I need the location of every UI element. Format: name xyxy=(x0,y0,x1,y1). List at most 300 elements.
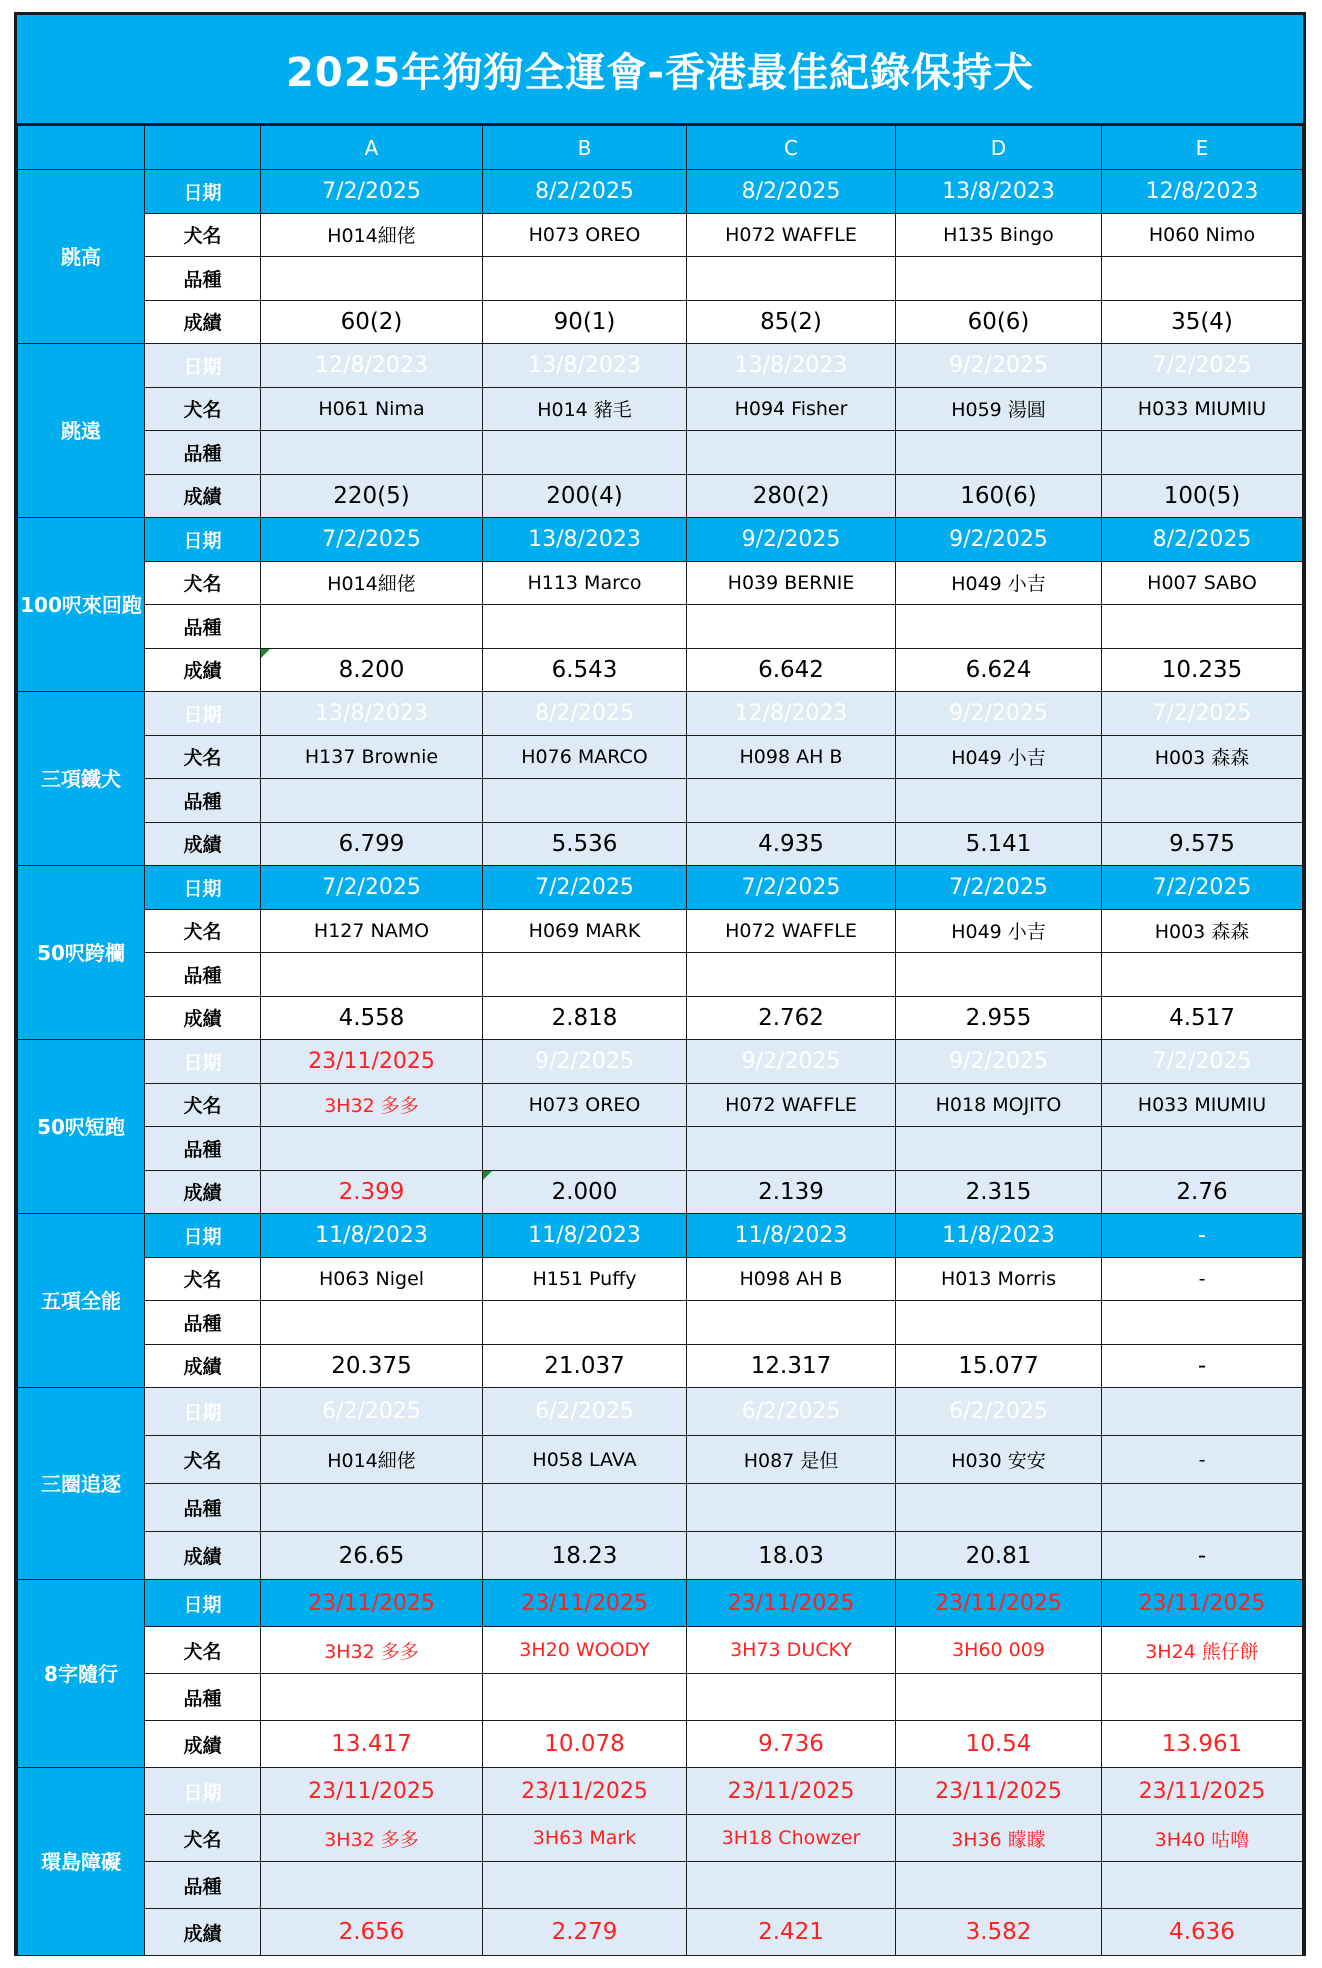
event-row-name xyxy=(18,1627,1303,1674)
event-row-breed xyxy=(18,1127,1303,1171)
event-row-date xyxy=(18,1040,1303,1084)
event-row-score xyxy=(18,1721,1303,1768)
event-row-breed xyxy=(18,953,1303,997)
row-label-name: 犬名 xyxy=(145,213,261,257)
row-label-date: 日期 xyxy=(145,1214,261,1258)
breed-cell[interactable] xyxy=(483,953,687,997)
date-cell[interactable]: 7/2/2025 xyxy=(1102,692,1303,736)
date-cell[interactable]: 13/8/2023 xyxy=(483,518,687,562)
name-cell[interactable]: - xyxy=(1102,1436,1303,1484)
breed-cell[interactable] xyxy=(896,605,1102,649)
breed-cell[interactable] xyxy=(687,1862,896,1909)
score-cell[interactable]: 2.76 xyxy=(1102,1170,1303,1214)
event-name: 100呎來回跑 xyxy=(18,518,145,692)
breed-cell[interactable] xyxy=(1102,605,1303,649)
event-name: 50呎跨欄 xyxy=(18,866,145,1040)
score-cell[interactable]: 5.141 xyxy=(896,822,1102,866)
name-cell[interactable]: 3H18 Chowzer xyxy=(687,1815,896,1862)
breed-cell[interactable] xyxy=(896,1301,1102,1345)
date-cell[interactable]: 8/2/2025 xyxy=(687,170,896,214)
row-label-date: 日期 xyxy=(145,1388,261,1436)
column-header-row xyxy=(18,126,1303,170)
score-cell[interactable]: 26.65 xyxy=(261,1532,483,1580)
breed-cell[interactable] xyxy=(483,1484,687,1532)
score-cell[interactable]: 6.799 xyxy=(261,822,483,866)
name-cell[interactable]: H072 WAFFLE xyxy=(687,213,896,257)
score-cell[interactable]: 2.762 xyxy=(687,996,896,1040)
breed-cell[interactable] xyxy=(896,1484,1102,1532)
date-cell[interactable]: 23/11/2025 xyxy=(483,1580,687,1627)
event-row-score xyxy=(18,1170,1303,1214)
score-cell[interactable]: 220(5) xyxy=(261,474,483,518)
row-label-name: 犬名 xyxy=(145,1815,261,1862)
row-label-name: 犬名 xyxy=(145,1436,261,1484)
date-cell[interactable]: 9/2/2025 xyxy=(687,1040,896,1084)
score-cell[interactable]: 8.200 xyxy=(261,648,483,692)
score-cell[interactable]: 10.54 xyxy=(896,1721,1102,1768)
score-cell[interactable]: 9.575 xyxy=(1102,822,1303,866)
row-label-score: 成績 xyxy=(145,822,261,866)
date-cell[interactable]: 6/2/2025 xyxy=(687,1388,896,1436)
row-label-score: 成績 xyxy=(145,996,261,1040)
date-cell[interactable]: 11/8/2023 xyxy=(896,1214,1102,1258)
event-row-name xyxy=(18,561,1303,605)
name-cell[interactable]: 3H20 WOODY xyxy=(483,1627,687,1674)
name-cell[interactable]: 3H73 DUCKY xyxy=(687,1627,896,1674)
event-row-breed xyxy=(18,779,1303,823)
score-cell[interactable]: 2.818 xyxy=(483,996,687,1040)
row-label-breed: 品種 xyxy=(145,605,261,649)
event-row-name xyxy=(18,1083,1303,1127)
breed-cell[interactable] xyxy=(483,1301,687,1345)
score-cell[interactable]: 18.23 xyxy=(483,1532,687,1580)
score-cell[interactable]: 6.624 xyxy=(896,648,1102,692)
breed-cell[interactable] xyxy=(896,953,1102,997)
date-cell[interactable]: 12/8/2023 xyxy=(1102,170,1303,214)
row-label-score: 成績 xyxy=(145,1532,261,1580)
score-cell[interactable]: 85(2) xyxy=(687,300,896,344)
row-label-name: 犬名 xyxy=(145,1083,261,1127)
row-label-date: 日期 xyxy=(145,1040,261,1084)
name-cell[interactable]: 3H32 多多 xyxy=(261,1815,483,1862)
date-cell[interactable]: 9/2/2025 xyxy=(896,344,1102,388)
breed-cell[interactable] xyxy=(261,431,483,475)
name-cell[interactable]: H030 安安 xyxy=(896,1436,1102,1484)
score-cell[interactable]: 15.077 xyxy=(896,1344,1102,1388)
score-cell[interactable]: 90(1) xyxy=(483,300,687,344)
event-row-date xyxy=(18,170,1303,214)
date-cell[interactable]: 12/8/2023 xyxy=(261,344,483,388)
row-label-score: 成績 xyxy=(145,648,261,692)
breed-cell[interactable] xyxy=(1102,953,1303,997)
date-cell[interactable]: 6/2/2025 xyxy=(483,1388,687,1436)
name-cell[interactable]: H094 Fisher xyxy=(687,387,896,431)
date-cell[interactable]: 23/11/2025 xyxy=(687,1768,896,1815)
name-cell[interactable]: H014細佬 xyxy=(261,561,483,605)
name-cell[interactable]: H063 Nigel xyxy=(261,1257,483,1301)
event-row-score xyxy=(18,1532,1303,1580)
name-cell[interactable]: 3H36 矇矇 xyxy=(896,1815,1102,1862)
event-name: 50呎短跑 xyxy=(18,1040,145,1214)
name-cell[interactable]: H098 AH B xyxy=(687,1257,896,1301)
event-row-score xyxy=(18,1909,1303,1956)
date-cell[interactable]: 7/2/2025 xyxy=(1102,344,1303,388)
date-cell[interactable]: 7/2/2025 xyxy=(896,866,1102,910)
date-cell[interactable]: 9/2/2025 xyxy=(896,518,1102,562)
breed-cell[interactable] xyxy=(687,605,896,649)
event-row-score xyxy=(18,648,1303,692)
event-row-score xyxy=(18,1344,1303,1388)
event-row-score xyxy=(18,996,1303,1040)
row-label-breed: 品種 xyxy=(145,1862,261,1909)
score-cell[interactable]: 13.417 xyxy=(261,1721,483,1768)
breed-cell[interactable] xyxy=(483,1674,687,1721)
name-cell[interactable]: H014 豬毛 xyxy=(483,387,687,431)
breed-cell[interactable] xyxy=(483,1862,687,1909)
name-cell[interactable]: H059 湯圓 xyxy=(896,387,1102,431)
breed-cell[interactable] xyxy=(896,779,1102,823)
breed-cell[interactable] xyxy=(1102,257,1303,301)
score-cell[interactable]: 6.642 xyxy=(687,648,896,692)
row-label-date: 日期 xyxy=(145,170,261,214)
event-row-name xyxy=(18,1815,1303,1862)
name-cell[interactable]: H087 是但 xyxy=(687,1436,896,1484)
date-cell[interactable]: 8/2/2025 xyxy=(483,170,687,214)
breed-cell[interactable] xyxy=(483,431,687,475)
score-cell[interactable]: 4.517 xyxy=(1102,996,1303,1040)
date-cell[interactable]: 8/2/2025 xyxy=(483,692,687,736)
event-row-date xyxy=(18,518,1303,562)
row-label-breed: 品種 xyxy=(145,1484,261,1532)
breed-cell[interactable] xyxy=(261,953,483,997)
score-cell[interactable]: 9.736 xyxy=(687,1721,896,1768)
row-label-breed: 品種 xyxy=(145,779,261,823)
date-cell[interactable]: 7/2/2025 xyxy=(483,866,687,910)
score-cell[interactable]: 3.582 xyxy=(896,1909,1102,1956)
event-name: 跳遠 xyxy=(18,344,145,518)
date-cell[interactable]: 23/11/2025 xyxy=(483,1768,687,1815)
name-cell[interactable]: H003 森森 xyxy=(1102,735,1303,779)
date-cell[interactable]: 9/2/2025 xyxy=(896,1040,1102,1084)
event-row-name xyxy=(18,1257,1303,1301)
breed-cell[interactable] xyxy=(261,1484,483,1532)
row-label-date: 日期 xyxy=(145,1580,261,1627)
name-cell[interactable]: H073 OREO xyxy=(483,213,687,257)
corner-cell xyxy=(18,126,145,170)
event-row-name xyxy=(18,1436,1303,1484)
breed-cell[interactable] xyxy=(261,779,483,823)
row-label-date: 日期 xyxy=(145,866,261,910)
score-cell[interactable]: 10.078 xyxy=(483,1721,687,1768)
breed-cell[interactable] xyxy=(687,257,896,301)
row-label-date: 日期 xyxy=(145,344,261,388)
breed-cell[interactable] xyxy=(687,1301,896,1345)
score-cell[interactable]: 2.955 xyxy=(896,996,1102,1040)
row-label-name: 犬名 xyxy=(145,387,261,431)
breed-cell[interactable] xyxy=(896,257,1102,301)
event-row-score xyxy=(18,822,1303,866)
name-cell[interactable]: 3H60 009 xyxy=(896,1627,1102,1674)
name-cell[interactable]: 3H40 咕嚕 xyxy=(1102,1815,1303,1862)
name-cell[interactable]: H072 WAFFLE xyxy=(687,909,896,953)
score-cell[interactable]: 200(4) xyxy=(483,474,687,518)
score-cell[interactable]: 100(5) xyxy=(1102,474,1303,518)
event-row-breed xyxy=(18,1484,1303,1532)
score-cell[interactable]: 5.536 xyxy=(483,822,687,866)
score-cell[interactable]: - xyxy=(1102,1532,1303,1580)
row-label-breed: 品種 xyxy=(145,1674,261,1721)
score-cell[interactable]: 10.235 xyxy=(1102,648,1303,692)
row-label-date: 日期 xyxy=(145,692,261,736)
event-row-date xyxy=(18,344,1303,388)
date-cell[interactable]: 9/2/2025 xyxy=(483,1040,687,1084)
name-cell[interactable]: H069 MARK xyxy=(483,909,687,953)
row-label-score: 成績 xyxy=(145,1170,261,1214)
event-row-name xyxy=(18,909,1303,953)
date-cell[interactable]: 7/2/2025 xyxy=(1102,1040,1303,1084)
event-row-score xyxy=(18,474,1303,518)
column-header-c: C xyxy=(687,126,896,170)
score-cell[interactable]: 21.037 xyxy=(483,1344,687,1388)
name-cell[interactable]: H058 LAVA xyxy=(483,1436,687,1484)
event-row-date xyxy=(18,1214,1303,1258)
row-label-score: 成績 xyxy=(145,1909,261,1956)
event-row-breed xyxy=(18,605,1303,649)
column-header-a: A xyxy=(261,126,483,170)
breed-cell[interactable] xyxy=(896,431,1102,475)
date-cell[interactable]: - xyxy=(1102,1214,1303,1258)
date-cell[interactable]: 23/11/2025 xyxy=(261,1040,483,1084)
event-row-breed xyxy=(18,431,1303,475)
date-cell[interactable]: 23/11/2025 xyxy=(1102,1768,1303,1815)
breed-cell[interactable] xyxy=(1102,1301,1303,1345)
row-label-breed: 品種 xyxy=(145,953,261,997)
name-cell[interactable]: H014細佬 xyxy=(261,1436,483,1484)
name-cell[interactable]: - xyxy=(1102,1257,1303,1301)
date-cell[interactable]: 13/8/2023 xyxy=(896,170,1102,214)
row-label-name: 犬名 xyxy=(145,561,261,605)
event-name: 五項全能 xyxy=(18,1214,145,1388)
score-cell[interactable]: 60(2) xyxy=(261,300,483,344)
date-cell[interactable]: 7/2/2025 xyxy=(687,866,896,910)
name-cell[interactable]: H076 MARCO xyxy=(483,735,687,779)
breed-cell[interactable] xyxy=(1102,779,1303,823)
breed-cell[interactable] xyxy=(1102,1674,1303,1721)
name-cell[interactable]: H137 Brownie xyxy=(261,735,483,779)
date-cell[interactable]: 13/8/2023 xyxy=(687,344,896,388)
breed-cell[interactable] xyxy=(261,1862,483,1909)
breed-cell[interactable] xyxy=(1102,1862,1303,1909)
score-cell[interactable]: 2.279 xyxy=(483,1909,687,1956)
name-cell[interactable]: H060 Nimo xyxy=(1102,213,1303,257)
score-cell[interactable]: 4.935 xyxy=(687,822,896,866)
date-cell[interactable]: 13/8/2023 xyxy=(483,344,687,388)
score-cell[interactable]: 2.656 xyxy=(261,1909,483,1956)
records-sheet xyxy=(14,12,1306,1956)
corner-cell xyxy=(145,126,261,170)
event-row-name xyxy=(18,735,1303,779)
name-cell[interactable]: H135 Bingo xyxy=(896,213,1102,257)
date-cell[interactable]: 23/11/2025 xyxy=(896,1580,1102,1627)
event-row-name xyxy=(18,387,1303,431)
date-cell[interactable] xyxy=(1102,1388,1303,1436)
row-label-breed: 品種 xyxy=(145,257,261,301)
breed-cell[interactable] xyxy=(483,257,687,301)
name-cell[interactable]: 3H32 多多 xyxy=(261,1083,483,1127)
event-row-score xyxy=(18,300,1303,344)
date-cell[interactable]: 7/2/2025 xyxy=(261,866,483,910)
score-cell[interactable]: 6.543 xyxy=(483,648,687,692)
breed-cell[interactable] xyxy=(687,779,896,823)
breed-cell[interactable] xyxy=(1102,1127,1303,1171)
event-name: 三項鐵犬 xyxy=(18,692,145,866)
score-cell[interactable]: 160(6) xyxy=(896,474,1102,518)
score-cell[interactable]: - xyxy=(1102,1344,1303,1388)
event-row-date xyxy=(18,1580,1303,1627)
column-header-e: E xyxy=(1102,126,1303,170)
breed-cell[interactable] xyxy=(687,953,896,997)
score-cell[interactable]: 2.315 xyxy=(896,1170,1102,1214)
name-cell[interactable]: H061 Nima xyxy=(261,387,483,431)
name-cell[interactable]: H018 MOJITO xyxy=(896,1083,1102,1127)
name-cell[interactable]: H007 SABO xyxy=(1102,561,1303,605)
breed-cell[interactable] xyxy=(261,1127,483,1171)
row-label-breed: 品種 xyxy=(145,1127,261,1171)
breed-cell[interactable] xyxy=(483,1127,687,1171)
row-label-name: 犬名 xyxy=(145,735,261,779)
name-cell[interactable]: H049 小吉 xyxy=(896,561,1102,605)
score-cell[interactable]: 35(4) xyxy=(1102,300,1303,344)
row-label-breed: 品種 xyxy=(145,1301,261,1345)
breed-cell[interactable] xyxy=(896,1862,1102,1909)
event-row-date xyxy=(18,692,1303,736)
score-cell[interactable]: 20.375 xyxy=(261,1344,483,1388)
name-cell[interactable]: 3H63 Mark xyxy=(483,1815,687,1862)
row-label-name: 犬名 xyxy=(145,1627,261,1674)
column-header-b: B xyxy=(483,126,687,170)
date-cell[interactable]: 23/11/2025 xyxy=(261,1768,483,1815)
column-header-d: D xyxy=(896,126,1102,170)
name-cell[interactable]: 3H24 熊仔餅 xyxy=(1102,1627,1303,1674)
event-name: 環島障礙 xyxy=(18,1768,145,1956)
breed-cell[interactable] xyxy=(1102,431,1303,475)
date-cell[interactable]: 11/8/2023 xyxy=(687,1214,896,1258)
name-cell[interactable]: H151 Puffy xyxy=(483,1257,687,1301)
name-cell[interactable]: H098 AH B xyxy=(687,735,896,779)
name-cell[interactable]: H033 MIUMIU xyxy=(1102,387,1303,431)
date-cell[interactable]: 9/2/2025 xyxy=(896,692,1102,736)
name-cell[interactable]: H039 BERNIE xyxy=(687,561,896,605)
name-cell[interactable]: H033 MIUMIU xyxy=(1102,1083,1303,1127)
score-cell[interactable]: 4.636 xyxy=(1102,1909,1303,1956)
score-cell[interactable]: 4.558 xyxy=(261,996,483,1040)
event-row-breed xyxy=(18,257,1303,301)
score-cell[interactable]: 280(2) xyxy=(687,474,896,518)
row-label-date: 日期 xyxy=(145,1768,261,1815)
score-cell[interactable]: 18.03 xyxy=(687,1532,896,1580)
date-cell[interactable]: 12/8/2023 xyxy=(687,692,896,736)
score-cell[interactable]: 2.399 xyxy=(261,1170,483,1214)
score-cell[interactable]: 20.81 xyxy=(896,1532,1102,1580)
breed-cell[interactable] xyxy=(687,1127,896,1171)
name-cell[interactable]: H013 Morris xyxy=(896,1257,1102,1301)
name-cell[interactable]: H072 WAFFLE xyxy=(687,1083,896,1127)
event-row-date xyxy=(18,1388,1303,1436)
breed-cell[interactable] xyxy=(896,1674,1102,1721)
event-row-name xyxy=(18,213,1303,257)
date-cell[interactable]: 23/11/2025 xyxy=(261,1580,483,1627)
row-label-name: 犬名 xyxy=(145,1257,261,1301)
date-cell[interactable]: 9/2/2025 xyxy=(687,518,896,562)
date-cell[interactable]: 23/11/2025 xyxy=(687,1580,896,1627)
score-cell[interactable]: 12.317 xyxy=(687,1344,896,1388)
event-name: 跳高 xyxy=(18,170,145,344)
row-label-name: 犬名 xyxy=(145,909,261,953)
row-label-date: 日期 xyxy=(145,518,261,562)
event-row-date xyxy=(18,866,1303,910)
breed-cell[interactable] xyxy=(483,605,687,649)
score-cell[interactable]: 2.421 xyxy=(687,1909,896,1956)
date-cell[interactable]: 8/2/2025 xyxy=(1102,518,1303,562)
row-label-score: 成績 xyxy=(145,1721,261,1768)
breed-cell[interactable] xyxy=(261,605,483,649)
event-row-breed xyxy=(18,1301,1303,1345)
breed-cell[interactable] xyxy=(261,257,483,301)
score-cell[interactable]: 2.000 xyxy=(483,1170,687,1214)
breed-cell[interactable] xyxy=(261,1674,483,1721)
name-cell[interactable]: H014細佬 xyxy=(261,213,483,257)
name-cell[interactable]: 3H32 多多 xyxy=(261,1627,483,1674)
name-cell[interactable]: H049 小吉 xyxy=(896,735,1102,779)
date-cell[interactable]: 7/2/2025 xyxy=(261,170,483,214)
name-cell[interactable]: H003 森森 xyxy=(1102,909,1303,953)
name-cell[interactable]: H049 小吉 xyxy=(896,909,1102,953)
date-cell[interactable]: 13/8/2023 xyxy=(261,692,483,736)
date-cell[interactable]: 7/2/2025 xyxy=(1102,866,1303,910)
score-cell[interactable]: 60(6) xyxy=(896,300,1102,344)
date-cell[interactable]: 23/11/2025 xyxy=(1102,1580,1303,1627)
breed-cell[interactable] xyxy=(687,431,896,475)
event-row-date xyxy=(18,1768,1303,1815)
name-cell[interactable]: H073 OREO xyxy=(483,1083,687,1127)
row-label-score: 成績 xyxy=(145,300,261,344)
row-label-score: 成績 xyxy=(145,474,261,518)
date-cell[interactable]: 6/2/2025 xyxy=(261,1388,483,1436)
row-label-breed: 品種 xyxy=(145,431,261,475)
date-cell[interactable]: 23/11/2025 xyxy=(896,1768,1102,1815)
date-cell[interactable]: 11/8/2023 xyxy=(261,1214,483,1258)
event-row-breed xyxy=(18,1862,1303,1909)
breed-cell[interactable] xyxy=(687,1484,896,1532)
name-cell[interactable]: H113 Marco xyxy=(483,561,687,605)
score-cell[interactable]: 2.139 xyxy=(687,1170,896,1214)
breed-cell[interactable] xyxy=(896,1127,1102,1171)
date-cell[interactable]: 7/2/2025 xyxy=(261,518,483,562)
date-cell[interactable]: 11/8/2023 xyxy=(483,1214,687,1258)
event-row-breed xyxy=(18,1674,1303,1721)
event-name: 三圈追逐 xyxy=(18,1388,145,1580)
breed-cell[interactable] xyxy=(1102,1484,1303,1532)
row-label-score: 成績 xyxy=(145,1344,261,1388)
records-table xyxy=(17,125,1303,1956)
name-cell[interactable]: H127 NAMO xyxy=(261,909,483,953)
date-cell[interactable]: 6/2/2025 xyxy=(896,1388,1102,1436)
breed-cell[interactable] xyxy=(261,1301,483,1345)
event-name: 8字隨行 xyxy=(18,1580,145,1768)
breed-cell[interactable] xyxy=(687,1674,896,1721)
breed-cell[interactable] xyxy=(483,779,687,823)
score-cell[interactable]: 13.961 xyxy=(1102,1721,1303,1768)
